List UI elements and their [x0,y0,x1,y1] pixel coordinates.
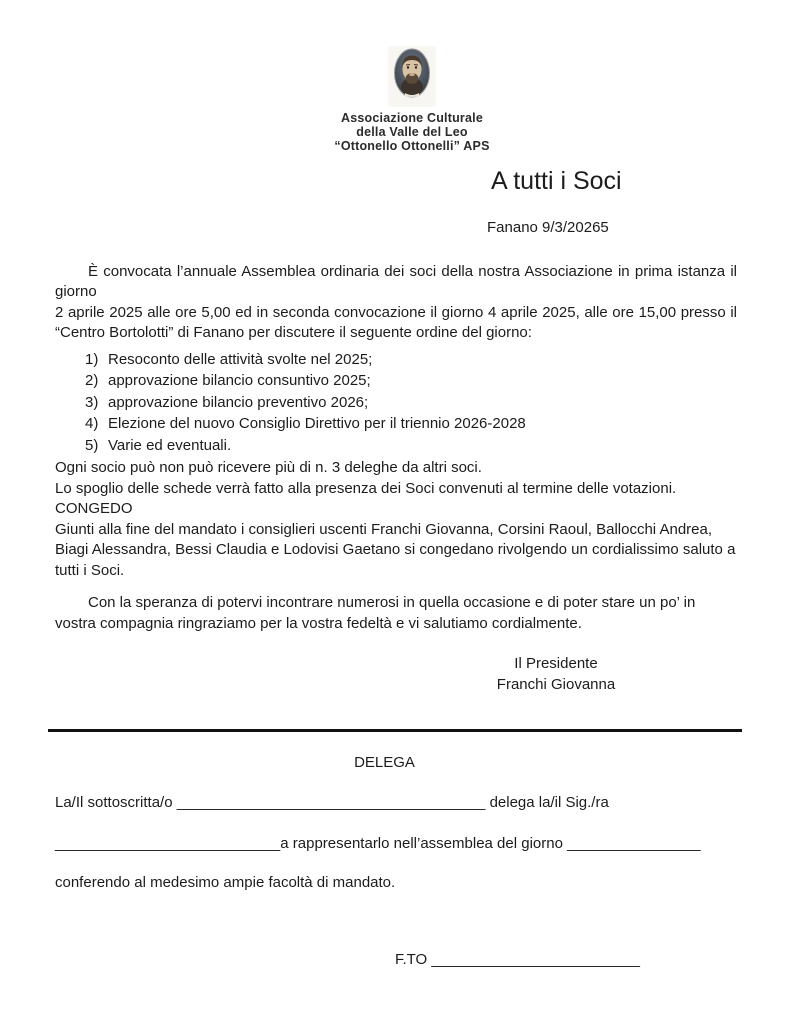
fill-in-blank-delegate: ___________________________ [55,835,281,852]
letterhead [87,46,737,153]
agenda-item-5 [85,435,737,457]
org-line-1: Associazione Culturale [341,110,483,125]
agenda-item-1 [85,349,737,371]
paragraph-line: vostra compagnia ringraziamo per la vostra fedeltà e vi salutiamo cordialmente. [55,614,582,632]
section-divider [48,729,742,732]
portrait-of-man-icon [391,47,433,99]
agenda-item-4 [85,413,737,435]
delega-line-2 [55,835,737,852]
fto-signature-line [55,951,737,968]
dateline: Fanano 9/3/20265 [487,218,609,236]
agenda-list [55,349,737,457]
agenda-number: 1) [85,350,99,368]
signature-name: Franchi Giovanna [496,676,616,693]
closing-paragraph [55,593,737,634]
fill-in-blank-date: ________________ [567,835,701,852]
delega-line2-text: a rappresentarlo nell’assemblea del giorno [280,835,568,852]
delega-line-3: conferendo al medesimo ampie facoltà di mandato. [55,874,396,891]
fill-in-blank-signature: _________________________ [431,951,640,968]
fto-label: F.TO [395,951,432,968]
notes-section [55,458,737,581]
note-line: Ogni socio può non può ricevere più di n. 3 deleghe da altri soci. [55,459,482,476]
delega-heading: DELEGA [354,754,415,771]
paragraph-line: 2 aprile 2025 alle ore 5,00 ed in seconda convocazione il giorno 4 aprile 2025, alle ore 15,00 presso il [55,303,737,321]
agenda-text: Varie ed eventuali. [108,436,232,454]
opening-paragraph [55,262,737,344]
portrait-logo [388,46,436,107]
delega-line1-prefix: La/Il sottoscritta/o [55,794,177,811]
agenda-text: approvazione bilancio preventivo 2026; [108,393,369,411]
fill-in-blank-name: _____________________________________ [176,794,486,811]
note-line-congedo: CONGEDO [55,500,133,517]
agenda-item-2 [85,370,737,392]
agenda-number: 3) [85,393,99,411]
agenda-text: Resoconto delle attività svolte nel 2025; [108,350,373,368]
signature-block [456,653,656,695]
delega-line1-suffix: delega la/il Sig./ra [485,794,609,811]
agenda-text: Elezione del nuovo Consiglio Direttivo per il triennio 2026-2028 [108,415,526,432]
delega-line-1 [55,794,737,811]
paragraph-line: Con la speranza di potervi incontrare numerosi in quella occasione e di poter stare un po’ in [88,594,696,611]
paragraph-line: “Centro Bortolotti” di Fanano per discutere il seguente ordine del giorno: [55,324,532,341]
agenda-text: approvazione bilancio consuntivo 2025; [108,372,371,389]
agenda-number: 2) [85,372,99,389]
org-line-2: della Valle del Leo [356,124,468,139]
agenda-item-3 [85,392,737,414]
note-line: Lo spoglio delle schede verrà fatto alla presenza dei Soci convenuti al termine delle votazioni. [55,479,677,497]
paragraph-line: È convocata l’annuale Assemblea ordinaria dei soci della nostra Associazione in prima istanza il giorno [55,262,737,300]
agenda-number: 4) [85,415,99,432]
page-title: A tutti i Soci [491,166,622,195]
org-line-3: “Ottonello Ottonelli” APS [334,138,490,153]
note-line-farewell: Giunti alla fine del mandato i consiglieri uscenti Franchi Giovanna, Corsini Raoul, Ballocchi Andrea, Biagi Alessandra, Bessi Claudia e Lodovisi Gaetano si congedano rivolgendo un cordialissimo saluto a tutti i Soci. [55,520,736,579]
org-name [87,111,737,153]
agenda-number: 5) [85,436,99,454]
signature-role: Il Presidente [514,655,598,672]
